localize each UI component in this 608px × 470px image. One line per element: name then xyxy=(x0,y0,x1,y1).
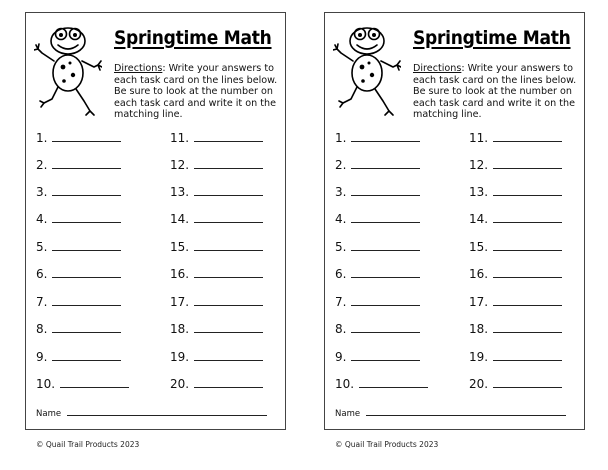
name-label: Name xyxy=(36,409,62,419)
answer-number: 8. xyxy=(335,322,347,336)
answer-line[interactable] xyxy=(52,129,121,142)
answer-row xyxy=(36,375,129,391)
worksheet-title: Springtime Math xyxy=(413,27,571,49)
answer-line[interactable] xyxy=(493,320,562,333)
answer-line[interactable] xyxy=(52,265,121,278)
answer-line[interactable] xyxy=(351,156,420,169)
answer-number: 16. xyxy=(469,267,489,281)
answer-row xyxy=(335,375,428,391)
directions xyxy=(413,63,583,121)
answer-line[interactable] xyxy=(52,320,121,333)
answer-line[interactable] xyxy=(351,348,420,361)
answer-row xyxy=(469,320,562,336)
answer-row xyxy=(36,210,121,226)
answer-number: 4. xyxy=(335,212,347,226)
answer-number: 12. xyxy=(469,158,489,172)
answer-number: 19. xyxy=(469,350,489,364)
directions-text: : Write your answers to each task card on the lines below. Be sure to look at the number on each task card and write it on the matching line. xyxy=(413,63,577,121)
answer-number: 7. xyxy=(335,295,347,309)
directions xyxy=(114,63,284,121)
answer-row xyxy=(335,156,420,172)
answer-number: 11. xyxy=(469,131,489,145)
answer-number: 18. xyxy=(170,322,190,336)
copyright-text: © Quail Trail Products 2023 xyxy=(36,440,140,449)
answer-number: 9. xyxy=(335,350,347,364)
answer-line[interactable] xyxy=(194,375,263,388)
answer-line[interactable] xyxy=(493,129,562,142)
answer-line[interactable] xyxy=(60,375,129,388)
answer-line[interactable] xyxy=(493,375,562,388)
answer-row xyxy=(36,156,121,172)
answer-number: 3. xyxy=(335,185,347,199)
answer-row xyxy=(36,265,121,281)
answer-line[interactable] xyxy=(52,156,121,169)
answer-row xyxy=(170,238,263,254)
answer-line[interactable] xyxy=(194,129,263,142)
answer-row xyxy=(469,293,562,309)
answer-number: 6. xyxy=(335,267,347,281)
answer-number: 2. xyxy=(36,158,48,172)
answer-number: 16. xyxy=(170,267,190,281)
answer-line[interactable] xyxy=(194,320,263,333)
answer-line[interactable] xyxy=(493,210,562,223)
worksheet-right xyxy=(324,12,585,430)
answer-row xyxy=(469,156,562,172)
answer-number: 3. xyxy=(36,185,48,199)
answer-line[interactable] xyxy=(351,320,420,333)
answer-row xyxy=(469,375,562,391)
answer-row xyxy=(335,320,420,336)
answer-number: 8. xyxy=(36,322,48,336)
answer-row xyxy=(36,293,121,309)
answer-row xyxy=(335,183,420,199)
answer-row xyxy=(335,293,420,309)
answer-number: 6. xyxy=(36,267,48,281)
answer-line[interactable] xyxy=(52,238,121,251)
answer-row xyxy=(36,183,121,199)
answer-number: 14. xyxy=(469,212,489,226)
answer-line[interactable] xyxy=(194,265,263,278)
answer-row xyxy=(170,265,263,281)
answer-line[interactable] xyxy=(351,210,420,223)
answer-row xyxy=(335,129,420,145)
answer-number: 13. xyxy=(469,185,489,199)
answer-row xyxy=(469,265,562,281)
name-label: Name xyxy=(335,409,361,419)
copyright-text: © Quail Trail Products 2023 xyxy=(335,440,439,449)
answer-row xyxy=(36,129,121,145)
worksheet-title: Springtime Math xyxy=(114,27,272,49)
answer-row xyxy=(335,265,420,281)
answer-line[interactable] xyxy=(493,183,562,196)
answer-number: 20. xyxy=(469,377,489,391)
answer-number: 20. xyxy=(170,377,190,391)
answer-line[interactable] xyxy=(194,238,263,251)
answer-line[interactable] xyxy=(493,293,562,306)
answer-row xyxy=(170,293,263,309)
answer-line[interactable] xyxy=(351,238,420,251)
answer-line[interactable] xyxy=(194,210,263,223)
answer-row xyxy=(170,156,263,172)
answer-row xyxy=(170,348,263,364)
answer-line[interactable] xyxy=(52,293,121,306)
answer-row xyxy=(36,238,121,254)
answer-number: 12. xyxy=(170,158,190,172)
name-field[interactable] xyxy=(67,406,267,416)
answer-number: 2. xyxy=(335,158,347,172)
answer-row xyxy=(36,348,121,364)
answer-row xyxy=(36,320,121,336)
answer-row xyxy=(170,183,263,199)
answer-line[interactable] xyxy=(52,348,121,361)
name-field[interactable] xyxy=(366,406,566,416)
name-row xyxy=(335,406,566,419)
answer-line[interactable] xyxy=(493,238,562,251)
answer-number: 15. xyxy=(170,240,190,254)
answer-number: 4. xyxy=(36,212,48,226)
answer-number: 10. xyxy=(335,377,355,391)
answer-line[interactable] xyxy=(52,210,121,223)
answer-number: 19. xyxy=(170,350,190,364)
answer-line[interactable] xyxy=(493,156,562,169)
answer-number: 10. xyxy=(36,377,56,391)
answer-number: 7. xyxy=(36,295,48,309)
answer-line[interactable] xyxy=(351,265,420,278)
directions-label: Directions xyxy=(413,63,462,74)
answer-row xyxy=(469,183,562,199)
answer-line[interactable] xyxy=(351,293,420,306)
answer-row xyxy=(170,375,263,391)
answer-row xyxy=(335,238,420,254)
answer-line[interactable] xyxy=(194,348,263,361)
answer-row xyxy=(469,238,562,254)
frog-mascot-icon xyxy=(34,19,102,117)
frog-mascot-icon xyxy=(333,19,401,117)
answer-row xyxy=(170,210,263,226)
directions-text: : Write your answers to each task card on the lines below. Be sure to look at the number on each task card and write it on the matching line. xyxy=(114,63,278,121)
answer-number: 15. xyxy=(469,240,489,254)
answer-line[interactable] xyxy=(194,293,263,306)
answer-number: 17. xyxy=(170,295,190,309)
answer-number: 1. xyxy=(36,131,48,145)
answer-number: 11. xyxy=(170,131,190,145)
answer-number: 5. xyxy=(36,240,48,254)
answer-number: 17. xyxy=(469,295,489,309)
answer-line[interactable] xyxy=(351,129,420,142)
answer-row xyxy=(170,320,263,336)
answer-row xyxy=(170,129,263,145)
answer-number: 1. xyxy=(335,131,347,145)
answer-line[interactable] xyxy=(351,183,420,196)
answer-row xyxy=(335,210,420,226)
answer-number: 18. xyxy=(469,322,489,336)
answer-line[interactable] xyxy=(52,183,121,196)
worksheet-left xyxy=(25,12,286,430)
answer-line[interactable] xyxy=(194,156,263,169)
answer-line[interactable] xyxy=(194,183,263,196)
directions-label: Directions xyxy=(114,63,163,74)
answer-row xyxy=(335,348,420,364)
answer-line[interactable] xyxy=(493,348,562,361)
answer-number: 9. xyxy=(36,350,48,364)
answer-number: 13. xyxy=(170,185,190,199)
answer-row xyxy=(469,348,562,364)
answer-number: 5. xyxy=(335,240,347,254)
answer-row xyxy=(469,210,562,226)
name-row xyxy=(36,406,267,419)
answer-line[interactable] xyxy=(493,265,562,278)
answer-row xyxy=(469,129,562,145)
answer-number: 14. xyxy=(170,212,190,226)
answer-line[interactable] xyxy=(359,375,428,388)
